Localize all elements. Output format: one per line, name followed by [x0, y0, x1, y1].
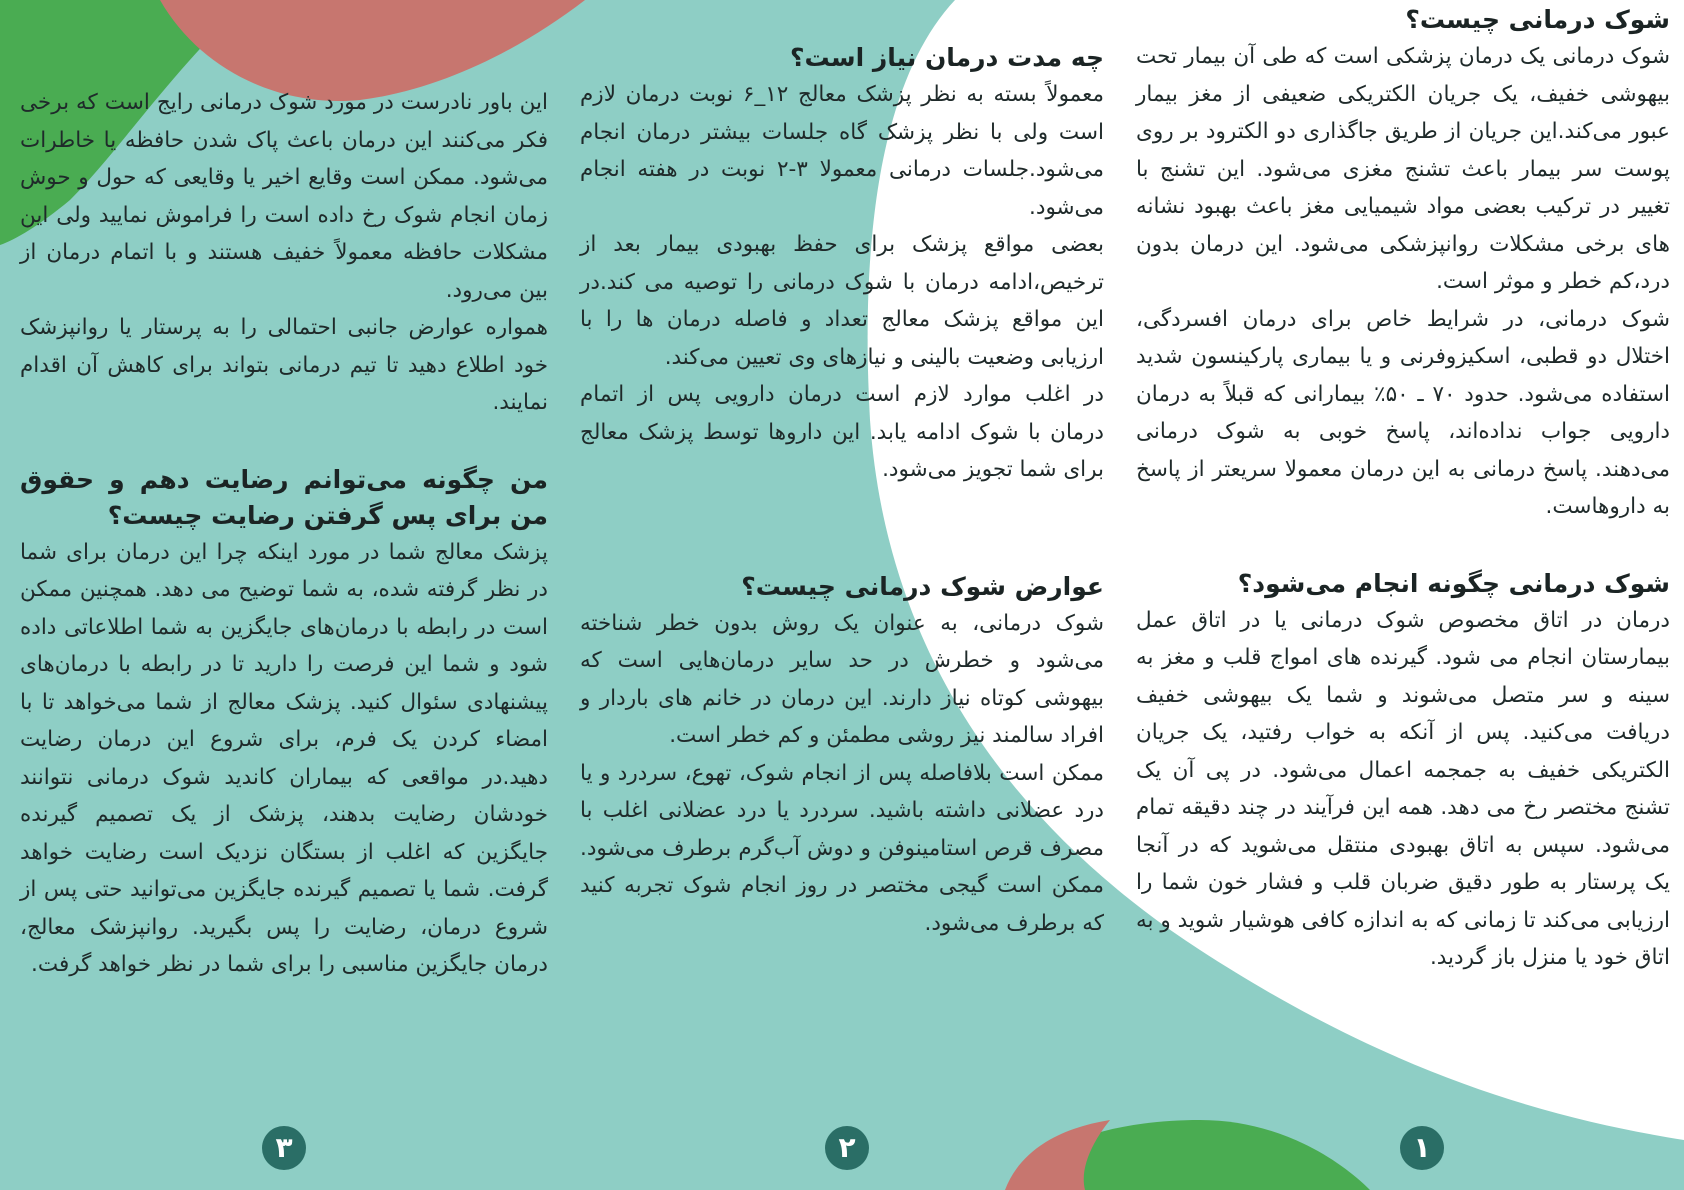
- page-number-3: ۳: [262, 1126, 306, 1170]
- page-number-1: ۱: [1400, 1126, 1444, 1170]
- panel-1: [1136, 2, 1670, 977]
- paragraph-maintenance: بعضی مواقع پزشک برای حفظ بهبودی بیمار بعد از ترخیص،ادامه درمان با شوک درمانی را توصیه می کند.در این مواقع پزشک معالج تعداد و فاصله درمان ها را با ارزیابی وضعیت بالینی و نیازهای وی تعیین می‌کند.: [580, 232, 1104, 370]
- heading-how-performed: شوک درمانی چگونه انجام می‌شود؟: [1237, 568, 1670, 598]
- panel-3: [20, 84, 548, 984]
- page-number-2: ۲: [825, 1126, 869, 1170]
- paragraph-consent: پزشک معالج شما در مورد اینکه چرا این درمان برای شما در نظر گرفته شده، به شما توضیح می دهد. همچنین ممکن است در رابطه با درمان‌های جایگزین به شما اطلاعاتی داده شود و شما این فرصت را دارید تا در رابطه با درمان‌های پیشنهادی سئوال کنید. پزشک معالج از شما می‌خواهد تا با امضاء کردن یک فرم، برای شروع این درمان رضایت دهید.در مواقعی که بیماران کاندید شوک درمانی نتوانند خودشان رضایت بدهند، پزشک از یک تصمیم گیرنده جایگزین که اغلب از بستگان نزدیک است رضایت خواهد گرفت. شما یا تصمیم گیرنده جایگزین می‌توانید حتی پس از شروع درمان، رضایت را پس بگیرید. روانپزشک معالج، درمان جایگزین مناسبی را برای شما در نظر خواهد گرفت.: [20, 539, 548, 977]
- heading-side-effects: عوارض شوک درمانی چیست؟: [741, 571, 1104, 601]
- paragraph-report-side-effects: همواره عوارض جانبی احتمالی را به پرستار یا روانپزشک خود اطلاع دهید تا تیم درمانی بتواند برای کاهش آن اقدام نمایند.: [20, 315, 548, 415]
- paragraph-procedure: درمان در اتاق مخصوص شوک درمانی یا در اتاق عمل بیمارستان انجام می شود. گیرنده های امواج قلب و مغز به سینه و سر متصل می‌شوند و شما یک بیهوشی خفیف دریافت می‌کنید. پس از آنکه به خواب رفتید، یک جریان الکتریکی خفیف به جمجمه اعمال می‌شود. در پی آن یک تشنج مختصر رخ می دهد. همه این فرآیند در چند دقیقه تمام می‌شود. سپس به اتاق بهبودی منتقل می‌شوید که در آنجا یک پرستار به طور دقیق ضربان قلب و فشار خون شما را ارزیابی می‌کند تا زمانی که به اندازه کافی هوشیار شوید و به اتاق خود یا منزل باز گردید.: [1136, 607, 1670, 970]
- paragraph-safety: شوک درمانی، به عنوان یک روش بدون خطر شناخته می‌شود و خطرش در حد سایر درمان‌هایی است که بیهوشی کوتاه نیاز دارند. این درمان در خانم های باردار و افراد سالمند نیز روشی مطمئن و کم خطر است.: [580, 610, 1104, 748]
- heading-duration: چه مدت درمان نیاز است؟: [790, 43, 1104, 72]
- paragraph-sessions: معمولاً بسته به نظر پزشک معالج ۱۲_۶ نوبت درمان لازم است ولی با نظر پزشک گاه جلسات بیشتر درمان انجام می‌شود.جلسات درمانی معمولا ۳-۲ نوبت در هفته انجام می‌شود.: [580, 82, 1104, 220]
- paragraph-after-effects: ممکن است بلافاصله پس از انجام شوک، تهوع، سردرد و یا درد عضلانی داشته باشید. سردرد یا درد عضلانی اغلب با مصرف قرص استامینوفن و دوش آب‌گرم برطرف می‌شود. ممکن است گیجی مختصر در روز انجام شوک تجربه کنید که برطرف می‌شود.: [580, 760, 1104, 936]
- heading-what-is-ect: شوک درمانی چیست؟: [1405, 5, 1670, 34]
- paragraph-indications: شوک درمانی، در شرایط خاص برای درمان افسردگی، اختلال دو قطبی، اسکیزوفرنی و یا بیماری پارکینسون شدید استفاده می‌شود. حدود ۷۰ ـ ۵۰٪ بیمارانی که قبلاً به درمان دارویی جواب نداده‌اند، پاسخ خوبی به شوک درمانی می‌دهند. پاسخ درمانی به این درمان معمولا سریعتر از پاسخ به داروهاست.: [1136, 306, 1671, 519]
- heading-consent: من چگونه می‌توانم رضایت دهم و حقوق من برای پس گرفتن رضایت چیست؟: [20, 464, 548, 530]
- paragraph-definition: شوک درمانی یک درمان پزشکی است که طی آن بیمار تحت بیهوشی خفیف، یک جریان الکتریکی ضعیفی از مغز بیمار عبور می‌کند.این جریان از طریق جاگذاری دو الکترود بر روی پوست سر بیمار باعث تشنج مغزی می‌شود. این تشنج با تغییر در ترکیب بعضی مواد شیمیایی مغز باعث بهبود نشانه های برخی مشکلات روانپزشکی می‌شود. این درمان بدون درد،کم خطر و موثر است.: [1136, 44, 1670, 294]
- panel-2: [580, 40, 1104, 942]
- paragraph-memory-myth: این باور نادرست در مورد شوک درمانی رایج است که برخی فکر می‌کنند این درمان باعث پاک شدن حافظه یا خاطرات می‌شود. ممکن است وقایع اخیر یا وقایعی که حول و حوش زمان انجام شوک رخ داده است را فراموش نمایید ولی این مشکلات حافظه معمولاً خفیف هستند و با اتمام درمان از بین می‌رود.: [20, 90, 548, 303]
- paragraph-medication: در اغلب موارد لازم است درمان دارویی پس از اتمام درمان با شوک ادامه یابد. این داروها توسط پزشک معالج برای شما تجویز می‌شود.: [580, 382, 1104, 482]
